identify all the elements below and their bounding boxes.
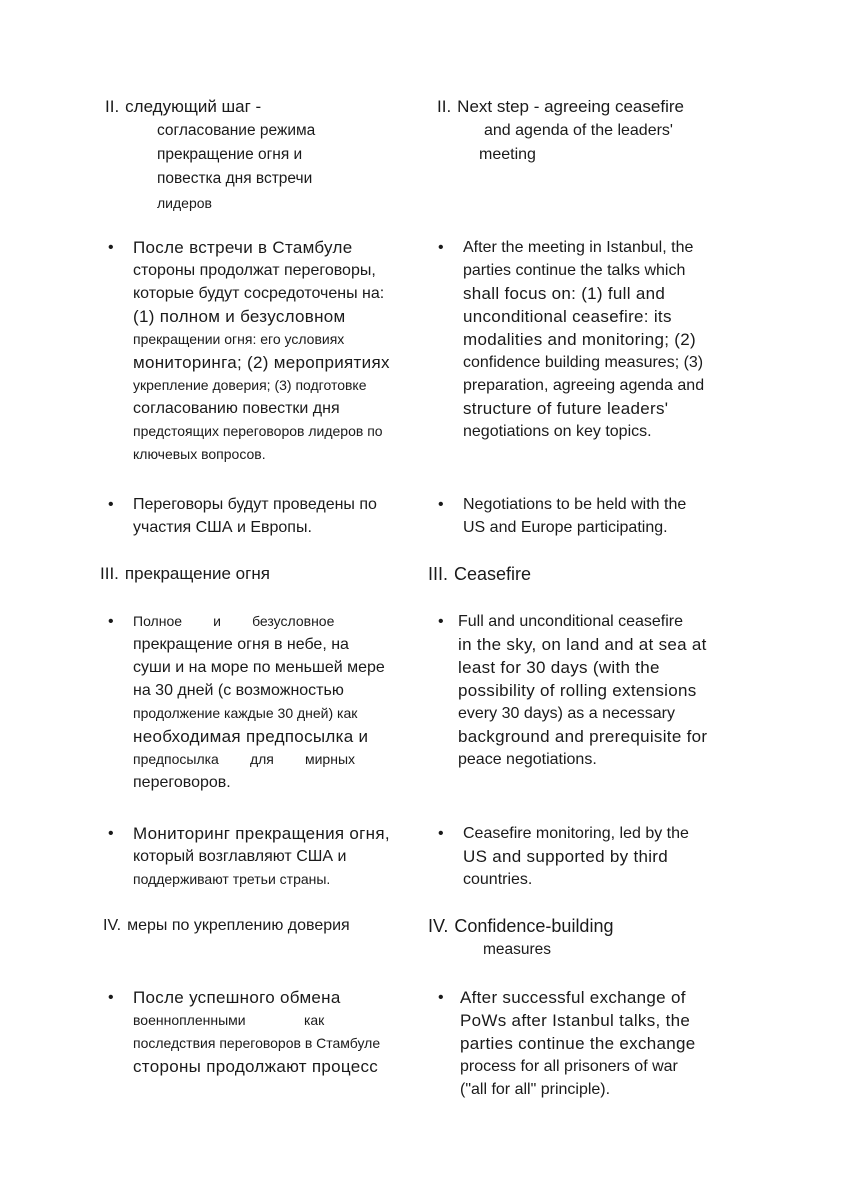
text-line: Мониторинг прекращения огня, [133,824,390,843]
bullet-icon: • [438,496,444,513]
text-line: possibility of rolling extensions [458,681,697,700]
text-line: последствия переговоров в Стамбуле [133,1035,381,1051]
bullet-text [438,236,758,443]
text-line: in the sky, on land and at sea at [458,635,707,654]
text-line: US and supported by third [463,847,669,866]
header-line: повестка дня встречи [157,170,313,187]
text-line: modalities and monitoring; (2) [463,330,696,349]
text-line: продолжение каждые 30 дней) как [133,705,358,721]
text-line: structure of future leaders' [463,399,669,418]
header-line: Ceasefire [454,564,532,584]
text-line: военнопленными как [133,1012,325,1028]
section-4-header-ru [103,914,403,938]
bullet-item-en [438,236,758,443]
text-line: суши и на море по меньшей мере [133,659,385,676]
text-line: стороны продолжают процесс [133,1057,379,1076]
text-line: Full and unconditional ceasefire [458,613,684,630]
bullet-item-en [438,493,758,539]
section-number: IV. [103,917,122,934]
text-line: shall focus on: (1) full and [463,284,666,303]
bullet-icon: • [438,825,444,842]
section-4-header-en [428,914,758,962]
bullet-item-ru [108,610,426,794]
section-3-header-en [428,562,758,586]
text-line: ("all for all" principle). [460,1081,611,1098]
bullet-item-ru [108,493,426,539]
text-line: укрепление доверия; (3) подготовке [133,377,367,393]
bullet-item-en [438,986,758,1101]
bullet-item-en [438,610,758,771]
bullet-text [438,986,758,1101]
text-line: переговоров. [133,774,231,791]
text-line: least for 30 days (with the [458,658,660,677]
bullet-icon: • [108,496,114,513]
text-line: PoWs after Istanbul talks, the [460,1011,691,1030]
header-line: meeting [479,146,536,163]
header-line: следующий шаг - [125,97,262,116]
bullet-text [438,610,758,771]
text-line: Переговоры будут проведены по [133,496,377,513]
header-line: согласование режима [157,122,316,139]
bullet-item-ru [108,822,426,891]
header-line: Confidence-building [454,916,614,936]
header-line: прекращение огня и [157,146,303,163]
text-line: US and Europe participating. [463,519,668,536]
bullet-icon: • [438,613,444,630]
bullet-text [108,493,426,539]
text-line: unconditional ceasefire: its [463,307,672,326]
bullet-item-en [438,822,758,891]
header-line: лидеров [157,195,212,211]
text-line: parties continue the exchange [460,1034,696,1053]
text-line: После успешного обмена [133,988,341,1007]
text-line: negotiations on key topics. [463,423,652,440]
text-line: поддерживают третьи страны. [133,871,331,887]
text-line: confidence building measures; (3) [463,354,704,371]
text-line: Полное и безусловное [133,613,335,629]
text-line: Negotiations to be held with the [463,496,687,513]
bullet-item-ru [108,236,426,466]
header-line: меры по укреплению доверия [127,917,350,934]
text-line: прекращение огня в небе, на [133,636,349,653]
section-number: III. [428,564,449,584]
bullet-text [108,822,426,891]
bullet-text [108,986,426,1078]
header-line: and agenda of the leaders' [484,122,673,139]
text-line: process for all prisoners of war [460,1058,678,1075]
text-line: After the meeting in Istanbul, the [463,239,694,256]
text-line: согласованию повестки дня [133,400,340,417]
text-line: мониторинга; (2) мероприятиях [133,353,390,372]
text-line: на 30 дней (с возможностью [133,682,344,699]
text-line: ключевых вопросов. [133,446,266,462]
bullet-icon: • [438,989,444,1006]
text-line: прекращении огня: его условиях [133,331,345,347]
text-line: После встречи в Стамбуле [133,238,353,257]
text-line: предстоящих переговоров лидеров по [133,423,383,439]
text-line: которые будут сосредоточены на: [133,285,385,302]
bullet-icon: • [108,613,114,630]
text-line: peace negotiations. [458,751,597,768]
bullet-text [438,822,758,891]
header-line: Next step - agreeing ceasefire [457,97,684,116]
header-line: прекращение огня [124,564,270,583]
header-line: measures [483,941,552,958]
bullet-icon: • [438,239,444,256]
bullet-text [108,236,426,466]
bullet-text [108,610,426,794]
text-line: который возглавляют США и [133,848,347,865]
bullet-item-ru [108,986,426,1078]
text-line: участия США и Европы. [133,519,312,536]
bullet-icon: • [108,989,114,1006]
section-number: II. [437,97,452,116]
text-line: countries. [463,871,533,888]
text-line: стороны продолжат переговоры, [133,262,376,279]
text-line: every 30 days) as a necessary [458,705,675,722]
text-line: необходимая предпосылка и [133,727,369,746]
bullet-icon: • [108,825,114,842]
section-number: III. [100,564,119,583]
section-2-header-en [437,95,767,167]
text-line: background and prerequisite for [458,727,708,746]
text-line: (1) полном и безусловном [133,307,346,326]
section-3-header-ru [100,562,400,586]
text-line: предпосылка для мирных [133,751,356,767]
text-line: preparation, agreeing agenda and [463,377,705,394]
text-line: parties continue the talks which [463,262,686,279]
section-2-header-ru [105,95,405,215]
text-line: After successful exchange of [460,988,686,1007]
bullet-text [438,493,758,539]
section-number: II. [105,97,120,116]
section-number: IV. [428,916,449,936]
bullet-icon: • [108,239,114,256]
text-line: Ceasefire monitoring, led by the [463,825,689,842]
